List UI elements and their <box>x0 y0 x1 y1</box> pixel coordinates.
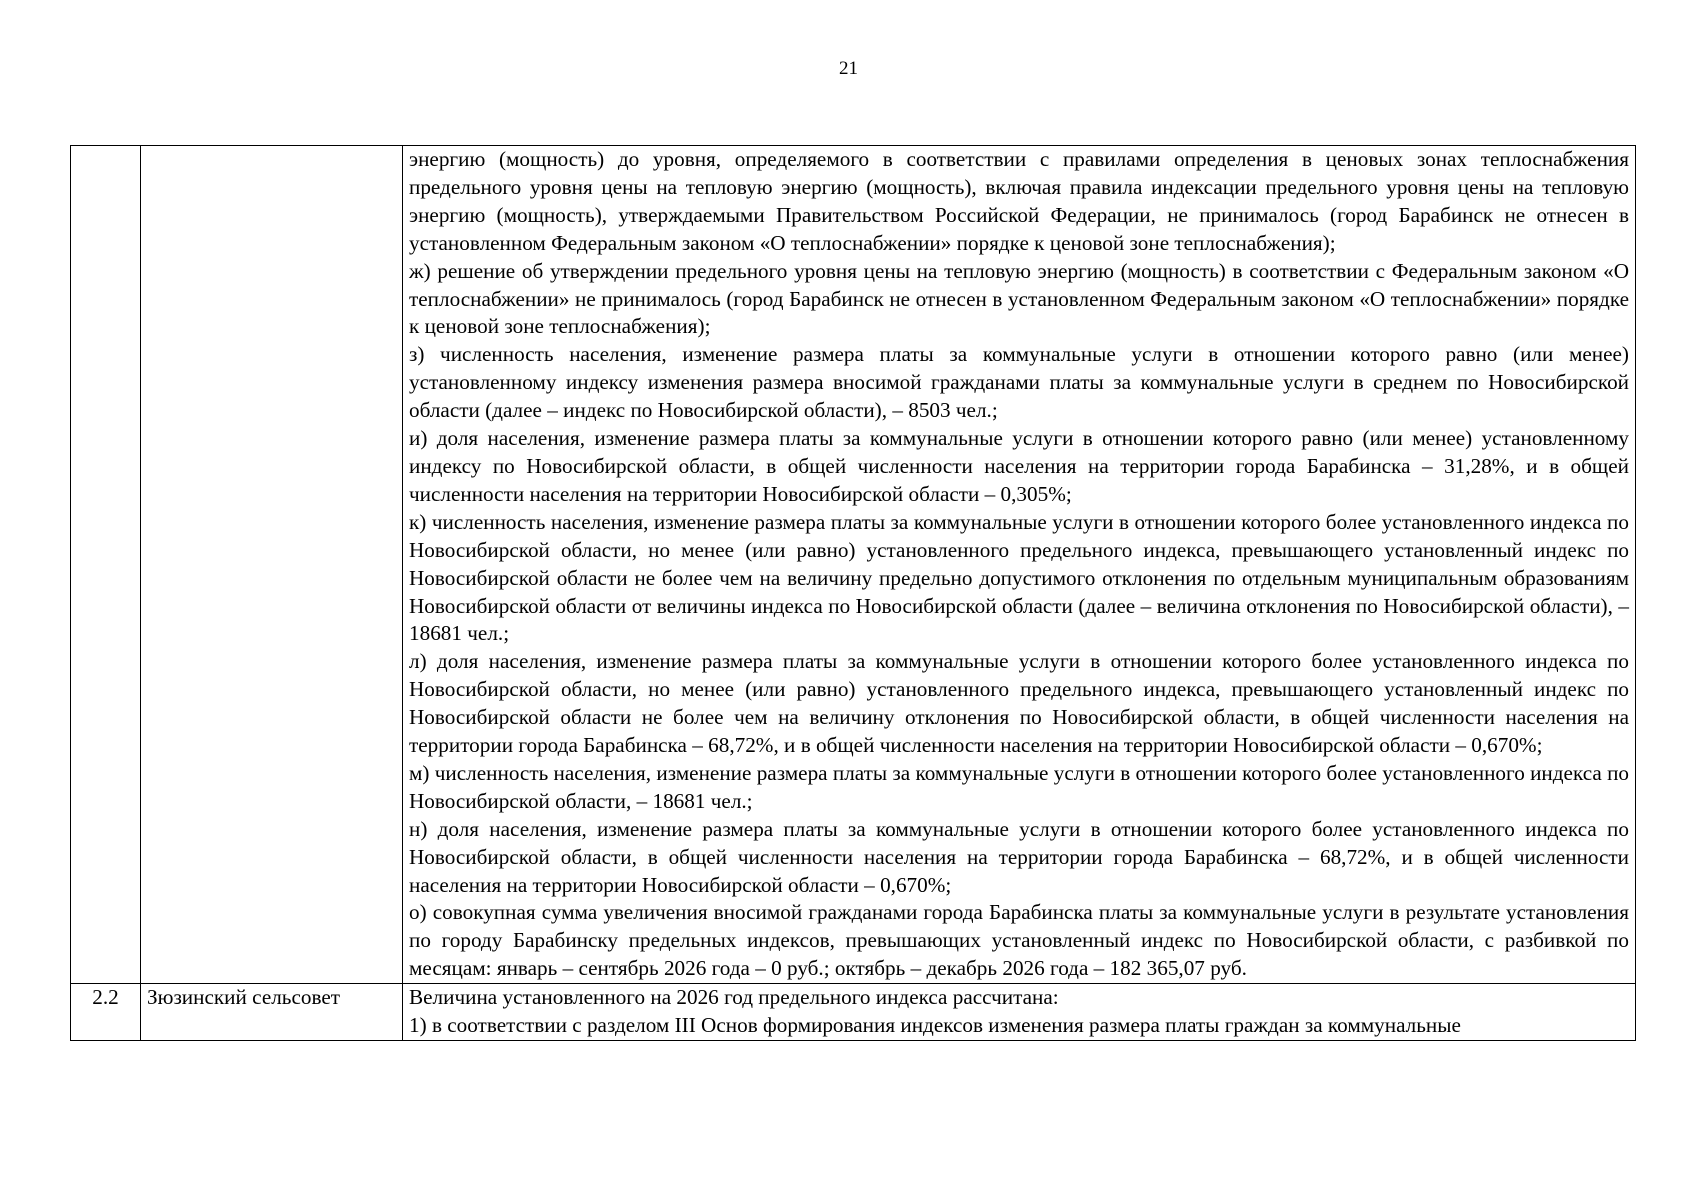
paragraph: л) доля населения, изменение размера платы за коммунальные услуги в отношении которого более установленного индекса по Новосибирской области, но менее (или равно) установленного предельного индекса, превышающего установленный индекс по Новосибирской области не более чем на величину отклонения по Новосибирской области, в общей численности населения на территории города Барабинска – 68,72%, и в общей численности населения на территории Новосибирской области – 0,670%; <box>409 649 1629 758</box>
table-row <box>71 146 1636 984</box>
paragraph: з) численность населения, изменение размера платы за коммунальные услуги в отношении которого равно (или менее) установленному индексу изменения размера вносимой гражданами платы за коммунальные услуги в среднем по Новосибирской области (далее – индекс по Новосибирской области), – 8503 чел.; <box>409 342 1629 423</box>
paragraph: к) численность населения, изменение размера платы за коммунальные услуги в отношении которого более установленного индекса по Новосибирской области, но менее (или равно) установленного предельного индекса, превышающего установленный индекс по Новосибирской области не более чем на величину предельно допустимого отклонения по отдельным муниципальным образованиям Новосибирской области от величины индекса по Новосибирской области (далее – величина отклонения по Новосибирской области), – 18681 чел.; <box>409 509 1629 646</box>
description-cell <box>403 984 1636 1041</box>
row-number-cell: 2.2 <box>71 984 141 1041</box>
row-number-cell <box>71 146 141 984</box>
paragraph: о) совокупная сумма увеличения вносимой гражданами города Барабинска платы за коммунальные услуги в результате установления по городу Барабинску предельных индексов, превышающих установленный индекс по Новосибирской области, с разбивкой по месяцам: январь – сентябрь 2026 года – 0 руб.; октябрь – декабрь 2026 года – 182 365,07 руб. <box>409 900 1629 981</box>
description-cell <box>403 146 1636 984</box>
paragraph: м) численность населения, изменение размера платы за коммунальные услуги в отношении которого более установленного индекса по Новосибирской области, – 18681 чел.; <box>409 760 1630 813</box>
table-row <box>71 984 1636 1041</box>
paragraph: и) доля населения, изменение размера платы за коммунальные услуги в отношении которого равно (или менее) установленному индексу по Новосибирской области, в общей численности населения на территории города Барабинска – 31,28%, и в общей численности населения на территории Новосибирской области – 0,305%; <box>409 426 1629 506</box>
paragraph: энергию (мощность) до уровня, определяемого в соответствии с правилами определения в ценовых зонах теплоснабжения предельного уровня цены на тепловую энергию (мощность), включая правила индексации предельного уровня цены на тепловую энергию (мощность), утверждаемыми Правительством Российской Федерации, не принималось (город Барабинск не отнесен в установленном Федеральным законом «О теплоснабжении» порядке к ценовой зоне теплоснабжения); <box>409 147 1629 255</box>
municipality-name-cell <box>141 146 403 984</box>
page-number: 21 <box>839 58 858 79</box>
paragraph: 1) в соответствии с разделом III Основ формирования индексов изменения размера платы граждан за коммунальные <box>409 1013 1461 1038</box>
document-table <box>70 145 1636 1041</box>
paragraph: н) доля населения, изменение размера платы за коммунальные услуги в отношении которого более установленного индекса по Новосибирской области, в общей численности населения на территории города Барабинска – 68,72%, и в общей численности населения на территории Новосибирской области – 0,670%; <box>409 816 1629 897</box>
paragraph: ж) решение об утверждении предельного уровня цены на тепловую энергию (мощность) в соответствии с Федеральным законом «О теплоснабжении» не принималось (город Барабинск не отнесен в установленном Федеральным законом «О теплоснабжении» порядке к ценовой зоне теплоснабжения); <box>409 258 1629 339</box>
municipality-name-cell: Зюзинский сельсовет <box>141 984 403 1041</box>
paragraph: Величина установленного на 2026 год предельного индекса рассчитана: <box>409 985 1059 1010</box>
